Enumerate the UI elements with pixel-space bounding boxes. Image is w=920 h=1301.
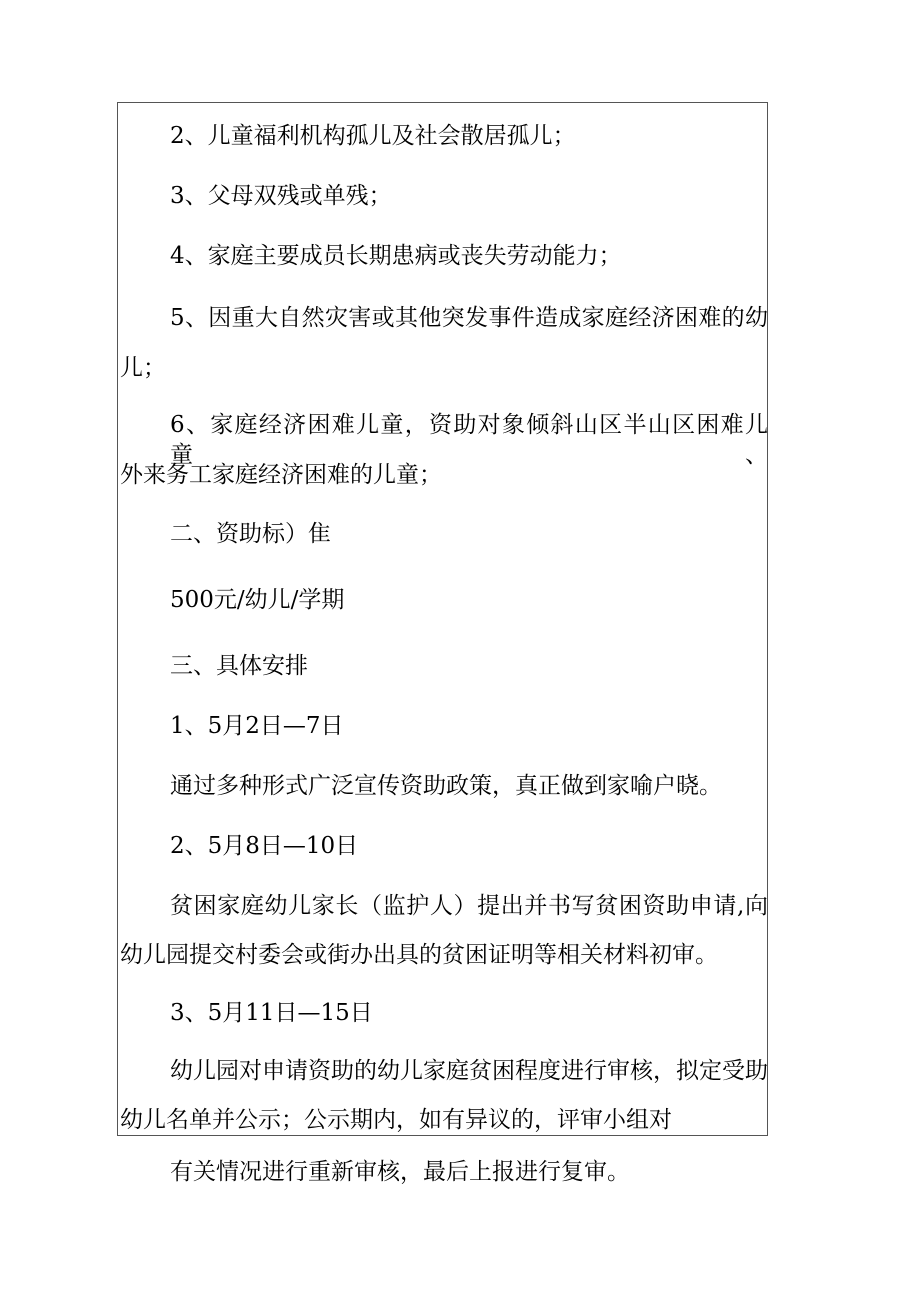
text-line: 通过多种形式广泛宣传资助政策，真正做到家喻户晓。 — [170, 773, 722, 799]
text-line: 6、家庭经济困难儿童，资助对象倾斜山区半山区困难儿童、 — [170, 412, 768, 468]
text-line: 有关情况进行重新审核，最后上报进行复审。 — [170, 1159, 630, 1185]
text-line: 4、家庭主要成员长期患病或丧失劳动能力； — [170, 243, 622, 269]
text-line: 幼儿名单并公示；公示期内，如有异议的，评审小组对 — [120, 1107, 672, 1133]
text-line: 外来务工家庭经济困难的儿童； — [120, 462, 442, 488]
text-line: 儿； — [120, 355, 166, 381]
text-line: 幼儿园提交村委会或街办出具的贫困证明等相关材料初审。 — [120, 942, 718, 968]
section-heading: 三、具体安排 — [170, 653, 308, 679]
text-line: 5、因重大自然灾害或其他突发事件造成家庭经济困难的幼 — [170, 305, 768, 331]
text-line: 贫困家庭幼儿家长（监护人）提出并书写贫困资助申请,向 — [170, 893, 768, 919]
text-line: 幼儿园对申请资助的幼儿家庭贫困程度进行审核，拟定受助 — [170, 1058, 768, 1084]
text-line: 2、儿童福利机构孤儿及社会散居孤儿； — [170, 123, 576, 149]
text-line: 2、5月8日—10日 — [170, 833, 359, 859]
text-line: 3、5月11日—15日 — [170, 1000, 373, 1026]
text-line: 3、父母双残或单残； — [170, 183, 392, 209]
section-heading: 二、资助标）隹 — [170, 521, 331, 547]
text-line: 500元/幼儿/学期 — [170, 587, 345, 613]
text-line: 1、5月2日—7日 — [170, 713, 344, 739]
